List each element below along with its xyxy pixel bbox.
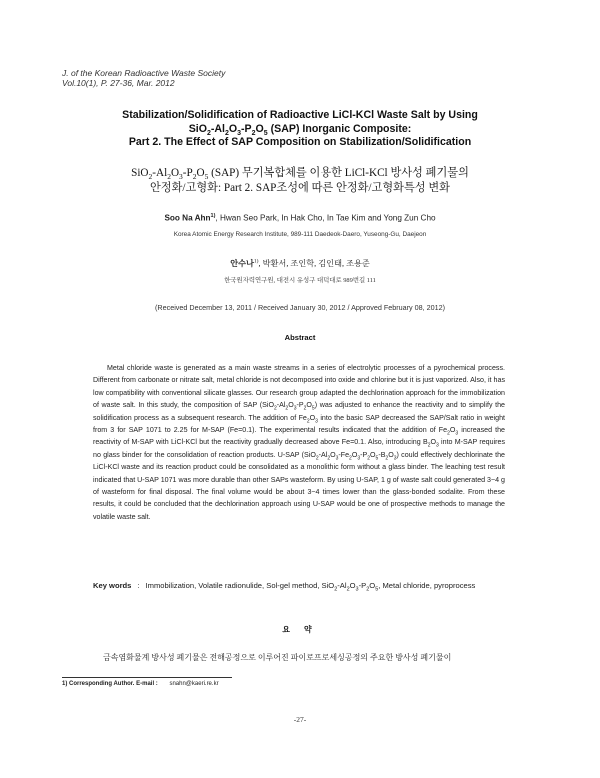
abstract-body: Metal chloride waste is generated as a main waste streams in a series of electrolytic processes of a pyrochemical process. Different from carbonate or nitrate salt, metal chloride is not decomposed into oxide and chlorine but it is just vaporized. Also, it has low compatibility with conventional silicate glasses. Our research group adapted the dechlorination approach for the immobilization of waste salt. In this study, the composition of SAP $(SiO_2-Al_2O_3-P_2O_5)$ was adjusted to enhance the reactivity and to simplify the solidification process as a subsequent research. The addition of $Fe_2O_3$ into the basic SAP decreased the SAP/Salt ratio in weight from 3 for SAP 1071 to 2.25 for M-SAP (Fe=0.1). The experimental results indicated that the addition of $Fe_2O_3$ increased the reactivity of M-SAP with LiCl-KCl but the reactivity gradually decreased above Fe=0.1. Also, introducing $B_2O_3$ into M-SAP requires no glass binder for the consolidation of reaction products. U-SAP $(SiO_2-Al_2O_3-Fe_2O_3-P_2O_5-B_2O_3)$ could effectively dechlorinate the LiCl-KCl waste and its reaction product could be consolidated as a monolithic form without a glass binder. The leaching test result indicated that U-SAP 1071 was more durable than other SAPs wasteform. By using U-SAP, 1 g of waste salt could generated 3~4 g of wasteform for final disposal. The final volume would be about 3~4 times lower than the glass-bonded sodalite. From these results, it could be concluded that the dechlorination approach using U-SAP would be one of prospective methods to manage the volatile waste salt.	[93, 364, 506, 521]
korean-title-line-1: $SiO_2-Al_2O_3-P_2O_5$ (SAP) 무기복합체를 이용한 LiCl-KCl 방사성 폐기물의	[131, 167, 469, 182]
page-number: -27-	[293, 715, 307, 724]
footnote-divider	[62, 677, 232, 678]
received-dates: (Received December 13, 2011 / Received January 30, 2012 / Approved February 08, 2012)	[155, 303, 445, 312]
english-title-line-1: Stabilization/Solidification of Radioactive LiCl-KCl Waste Salt by Using	[122, 109, 478, 121]
korean-summary-text: 금속염화물계 방사성 폐기물은 전해공정으로 이루어진 파이로프로세싱공정의 주요한 방사성 폐기물이	[103, 653, 452, 662]
keywords-list: Immobilization, Volatile radionulide, Sol-gel method, $SiO_2-Al_2O_3-P_2O_5$, Metal chloride, pyroprocess	[145, 581, 476, 593]
korean-title-line-2: 안정화/고형화: Part 2. SAP조성에 따른 안정화/고형화특성 변화	[150, 182, 450, 194]
english-title-line-3: Part 2. The Effect of SAP Composition on Stabilization/Solidification	[128, 136, 472, 149]
english-title	[100, 109, 500, 150]
keywords	[93, 579, 505, 592]
keywords-label: Key words	[93, 581, 132, 590]
affiliation-english: Korea Atomic Energy Research Institute, 989-111 Daedeok-Daero, Yuseong-Gu, Daejeon	[173, 231, 427, 238]
affiliation-korean: 한국원자력연구원, 대전시 유성구 대덕대로 989번길 111	[224, 277, 376, 284]
english-title-line-2: $SiO_2-Al_2O_3-P_2O_5$ (SAP) Inorganic Composite:	[188, 122, 412, 137]
korean-summary-heading: 요 약	[282, 625, 318, 634]
footnote-email: snahn@kaeri.re.kr	[169, 681, 219, 687]
keywords-colon: :	[137, 581, 140, 590]
authors-english: Soo Na Ahn$^{1)}$, Hwan Seo Park, In Hak Cho, In Tae Kim and Yong Zun Cho	[164, 213, 436, 223]
footnote	[62, 681, 219, 687]
abstract-heading: Abstract	[284, 333, 316, 342]
footnote-label: 1) Corresponding Author. E-mail :	[62, 681, 158, 687]
journal-volume: Vol.10(1), P. 27-36, Mar. 2012	[62, 78, 175, 88]
journal-name: J. of the Korean Radioactive Waste Society	[62, 68, 226, 78]
journal-citation	[62, 68, 225, 88]
authors-korean: 안수나$^{1)}$, 박환서, 조인학, 김인태, 조용준	[230, 258, 370, 268]
korean-title	[90, 166, 510, 196]
